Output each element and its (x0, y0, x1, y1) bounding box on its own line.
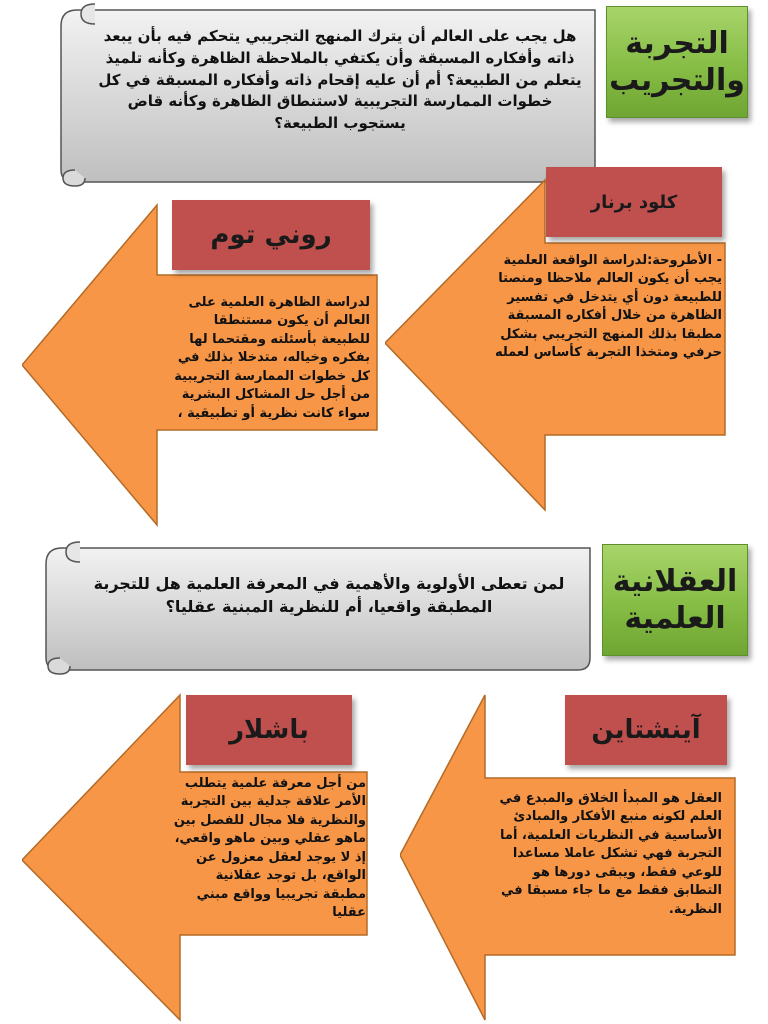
section1-question-text: هل يجب على العالم أن يترك المنهج التجريبي يتحكم فيه بأن يبعد ذاته وأفكاره المسبقة وأن يكتفي بالملاحظة الظاهرة وكأنه تلميذ يتعلم من الطبيعة؟ أم أن عليه إقحام ذاته وأفكاره المسبقة في كل خطوات الممارسة التجريبية لاستنطاق الظاهرة وكأنه قاض يستجوب الطبيعة؟ (98, 27, 582, 132)
section2-question-scroll (40, 540, 600, 680)
section2-question-text: لمن تعطى الأولوية والأهمية في المعرفة العلمية هل للتجربة المطبقة واقعيا، أم للنظرية المبنية عقليا؟ (93, 574, 565, 617)
section1-left-name-tab (172, 200, 370, 270)
section2-left-text: من أجل معرفة علمية يتطلب الأمر علاقة جدلية بين التجربة والنظرية فلا مجال للفصل بين ماهو عقلي وبين ماهو واقعي، إذ لا يوجد لعقل معزول عن الواقع، بل توجد عقلانية مطبقة تجريبيا وواقع مبني عقليا (173, 776, 366, 921)
section2-right-name-tab (565, 695, 727, 765)
section1-right-text: - الأطروحة:لدراسة الواقعة العلمية يجب أن يكون العالم ملاحظا ومنصتا للطبيعة دون أي يتدخل في تفسير الظاهرة من خلال أفكاره المسبقة مطبقا بذلك المنهج التجريبي بشكل حرفي ومتخذا التجربة كأساس لعمله (494, 253, 722, 361)
section1-title: التجربة والتجريب (609, 25, 745, 98)
section2-right-name: آينشتاين (591, 715, 701, 745)
section2-left-name: باشلار (229, 715, 309, 745)
section1-right-name: كلود برنار (590, 191, 678, 213)
section1-title-box (606, 6, 748, 118)
section1-left-text: لدراسة الظاهرة العلمية على العالم أن يكون مستنطقا للطبيعة بأسئلته ومقتحما لها بفكره وخياله، متدخلا بذلك في كل خطوات الممارسة التجريبية من أجل حل المشاكل البشرية سواء كانت نظرية أو تطبيقية ، (174, 295, 370, 421)
section1-right-name-tab (546, 167, 722, 237)
section2-title-box (602, 544, 748, 656)
section2-title: العقلانية العلمية (612, 563, 738, 636)
section1-question-scroll (55, 0, 605, 192)
section2-right-text: العقل هو المبدأ الخلاق والمبدع في العلم لكونه منبع الأفكار والمبادئ الأساسية في النظريات العلمية، أما التجربة فهي تشكل عاملا مساعدا للوعي فقط، ويبقى دورها هو التطابق فقط مع ما جاء مسبقا في النظرية. (499, 791, 722, 917)
section1-left-name: روني توم (210, 220, 332, 250)
section2-left-name-tab (186, 695, 352, 765)
